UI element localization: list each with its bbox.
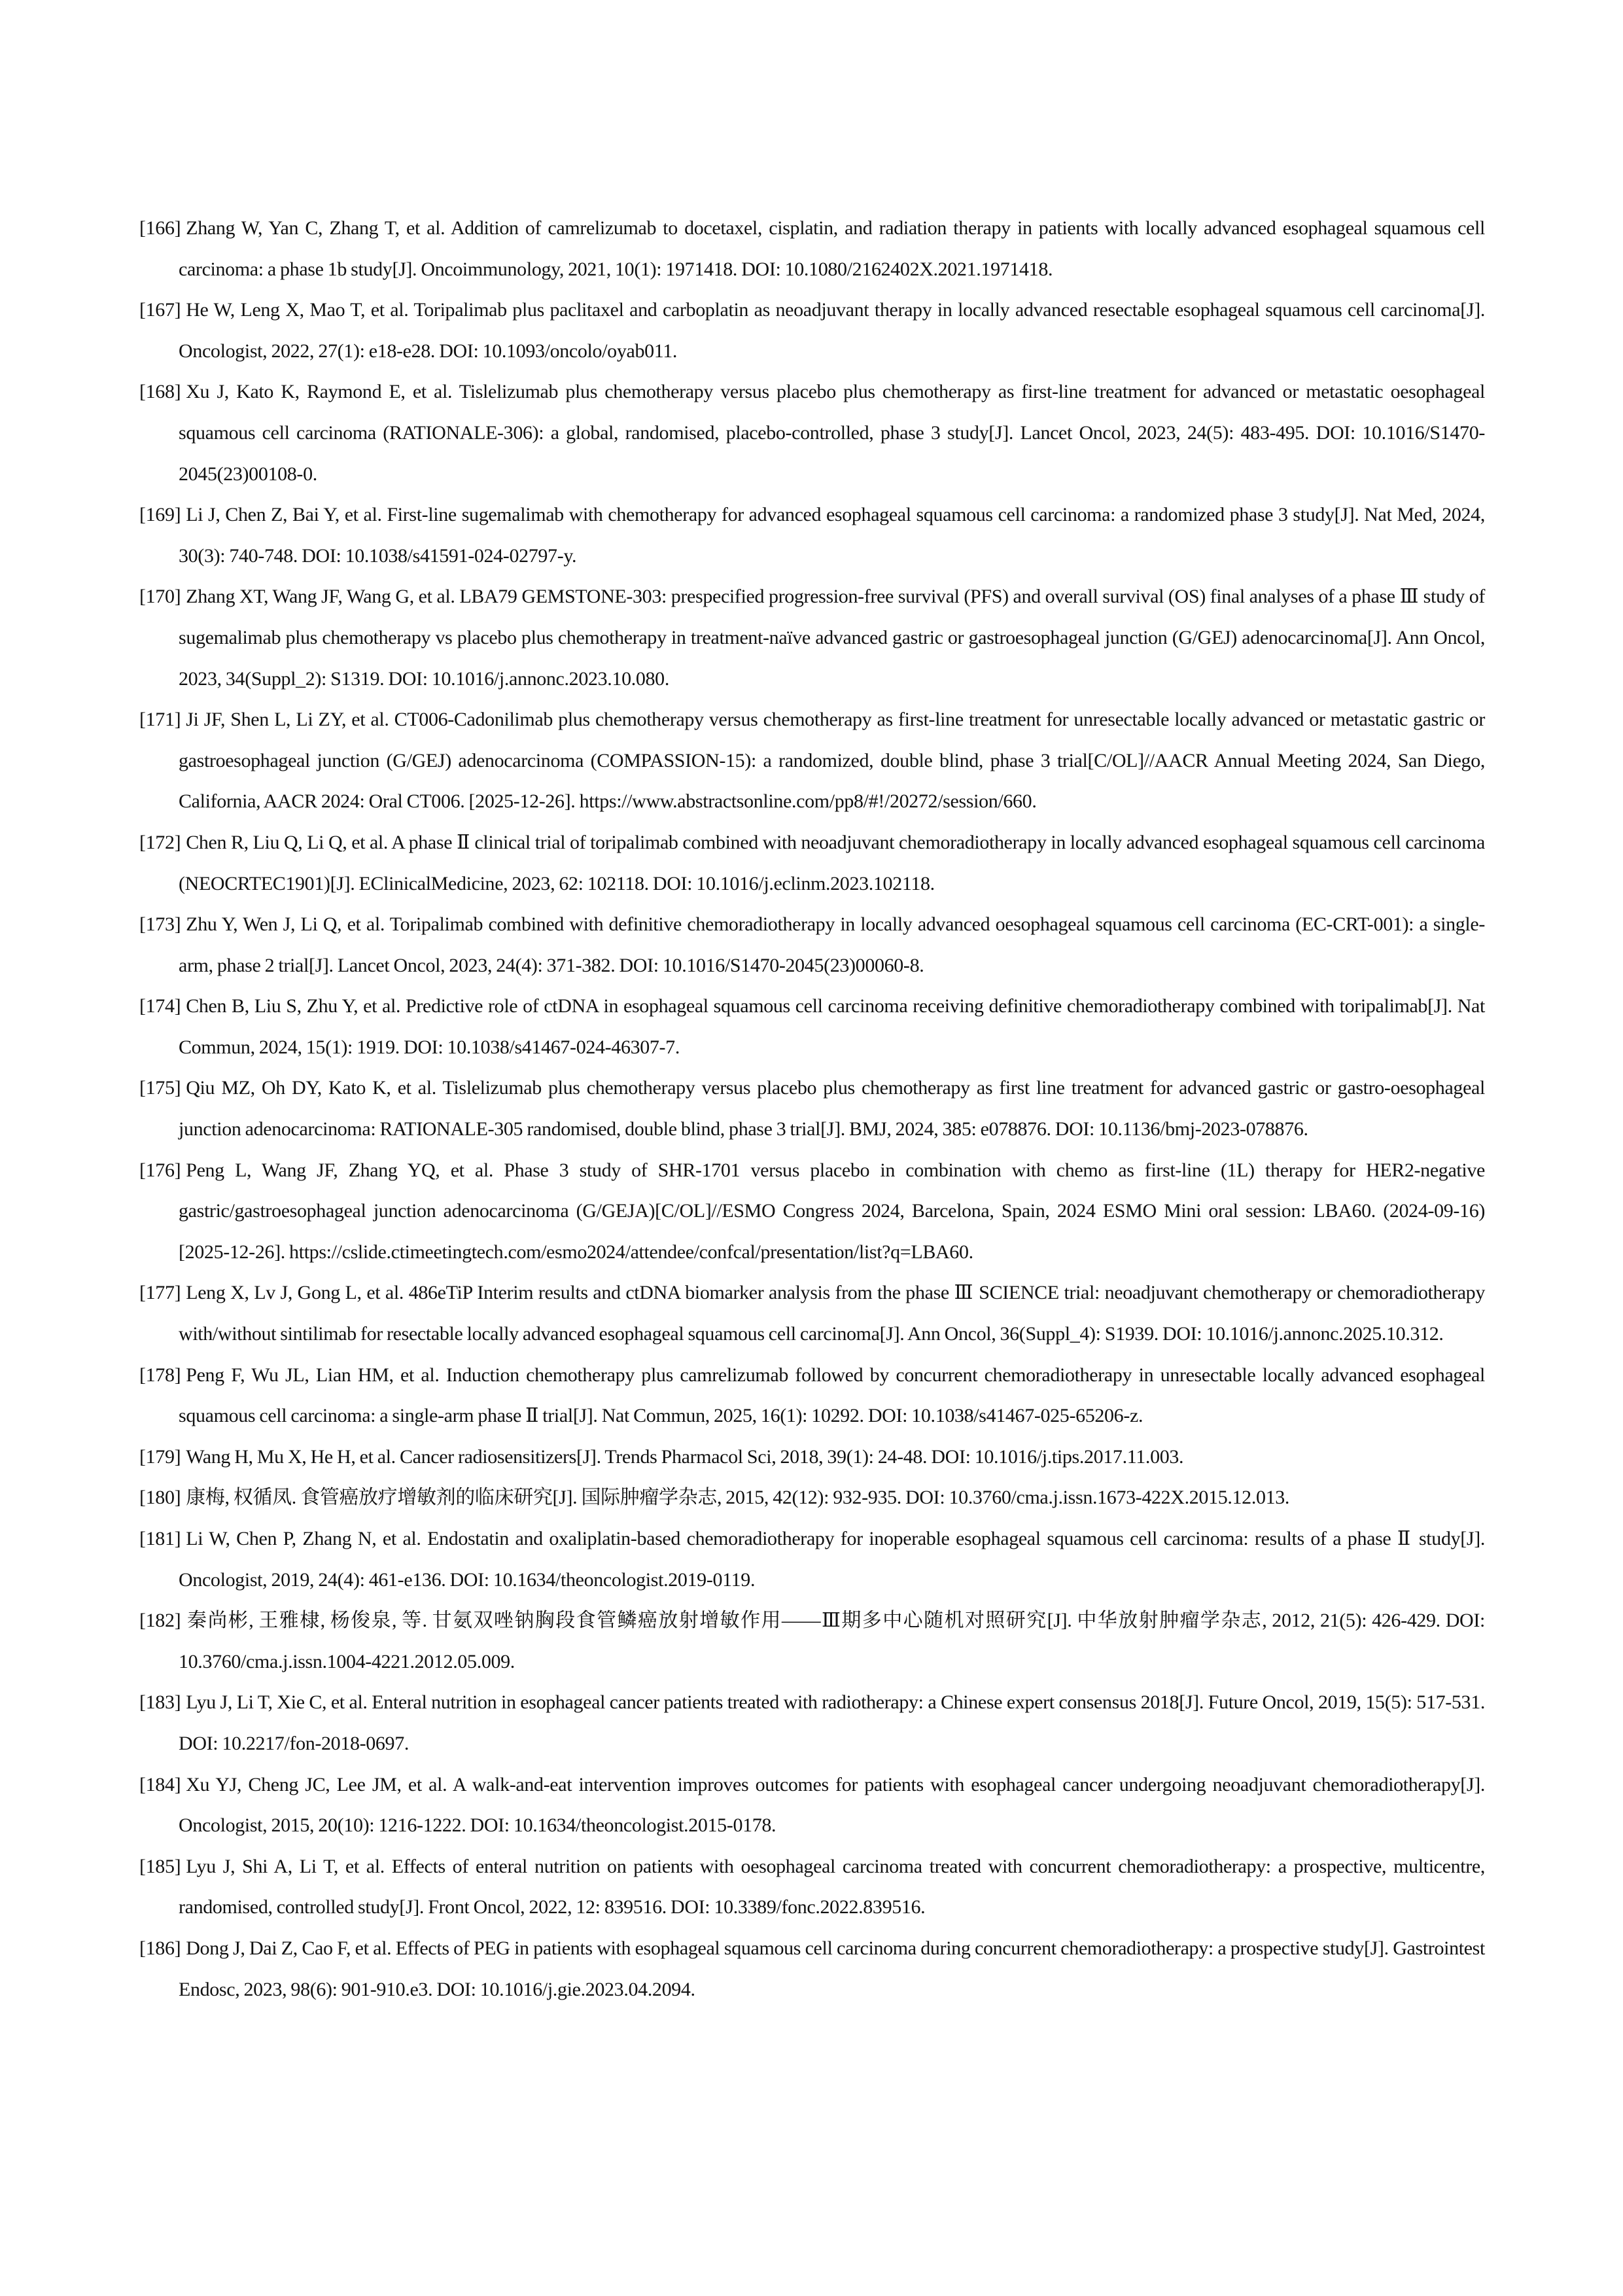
- reference-text: Zhu Y, Wen J, Li Q, et al. Toripalimab combined with definitive chemoradiotherapy in locally advanced oesophageal squamous cell carcinoma (EC-CRT-001): a single-arm, phase 2 trial[J]. Lancet Oncol, 2023, 24(4): 371-382. DOI: 10.1016/S1470-2045(23)00060-8.: [179, 913, 1485, 976]
- reference-entry: [139, 372, 1485, 495]
- reference-number: [181]: [139, 1528, 181, 1549]
- reference-entry: [139, 1928, 1485, 2010]
- reference-entry: [139, 1355, 1485, 1437]
- reference-number: [180]: [139, 1487, 181, 1509]
- reference-number: [183]: [139, 1691, 181, 1714]
- reference-text: Li W, Chen P, Zhang N, et al. Endostatin and oxaliplatin-based chemoradiotherapy for inoperable esophageal squamous cell carcinoma: results of a phase Ⅱ study[J]. Oncologist, 2019, 24(4): 461-e136. DOI: 10.1634/theoncologist.2019-0119.: [179, 1528, 1485, 1591]
- reference-number: [172]: [139, 831, 181, 853]
- reference-entry: [139, 699, 1485, 822]
- reference-text: Xu J, Kato K, Raymond E, et al. Tislelizumab plus chemotherapy versus placebo plus chemotherapy as first-line treatment for advanced or metastatic oesophageal squamous cell carcinoma (RATIONALE-306): a global, randomised, placebo-controlled, phase 3 study[J]. Lancet Oncol, 2023, 24(5): 483-495. DOI: 10.1016/S1470-2045(23)00108-0.: [179, 381, 1485, 485]
- reference-text: Peng L, Wang JF, Zhang YQ, et al. Phase 3 study of SHR-1701 versus placebo in combination with chemo as first-line (1L) therapy for HER2-negative gastric/gastroesophageal junction adenocarcinoma (G/GEJA)[C/OL]//ESMO Congress 2024, Barcelona, Spain, 2024 ESMO Mini oral session: LBA60. (2024-09-16)[2025-12-26]. https://cslide.ctimeetingtech.com/esmo2024/attendee/confcal/presentation/list?q=LBA60.: [179, 1159, 1485, 1263]
- reference-number: [166]: [139, 217, 181, 239]
- reference-entry: [139, 1273, 1485, 1354]
- reference-number: [179]: [139, 1445, 181, 1468]
- reference-entry: [139, 904, 1485, 986]
- reference-text: Qiu MZ, Oh DY, Kato K, et al. Tislelizumab plus chemotherapy versus placebo plus chemotherapy as first line treatment for advanced gastric or gastro-oesophageal junction adenocarcinoma: RATIONALE-305 randomised, double blind, phase 3 trial[J]. BMJ, 2024, 385: e078876. DOI: 10.1136/bmj-2023-078876.: [179, 1077, 1485, 1140]
- reference-entry: [139, 1682, 1485, 1764]
- reference-number: [171]: [139, 709, 181, 731]
- reference-number: [177]: [139, 1282, 181, 1304]
- reference-number: [169]: [139, 504, 181, 526]
- reference-entry: [139, 1519, 1485, 1600]
- reference-entry: [139, 822, 1485, 904]
- reference-number: [182]: [139, 1610, 181, 1632]
- reference-entry: [139, 1846, 1485, 1928]
- reference-text: 秦尚彬, 王雅棣, 杨俊泉, 等. 甘氨双唑钠胸段食管鳞癌放射增敏作用——Ⅲ期多中心随机对照研究[J]. 中华放射肿瘤学杂志, 2012, 21(5): 426-429. DOI: 10.3760/cma.j.issn.1004-4221.2012.05.009.: [179, 1610, 1485, 1672]
- reference-entry: [139, 986, 1485, 1068]
- reference-number: [174]: [139, 995, 181, 1017]
- reference-number: [176]: [139, 1159, 181, 1181]
- reference-entry: [139, 1600, 1485, 1682]
- reference-number: [175]: [139, 1077, 181, 1099]
- reference-number: [186]: [139, 1937, 181, 1959]
- reference-text: Ji JF, Shen L, Li ZY, et al. CT006-Cadonilimab plus chemotherapy versus chemotherapy as first-line treatment for unresectable locally advanced or metastatic gastric or gastroesophageal junction (G/GEJ) adenocarcinoma (COMPASSION-15): a randomized, double blind, phase 3 trial[C/OL]//AACR Annual Meeting 2024, San Diego, California, AACR 2024: Oral CT006. [2025-12-26]. https://www.abstractsonline.com/pp8/#!/20272/session/660.: [179, 709, 1485, 813]
- reference-text: Zhang W, Yan C, Zhang T, et al. Addition of camrelizumab to docetaxel, cisplatin, and radiation therapy in patients with locally advanced esophageal squamous cell carcinoma: a phase 1b study[J]. Oncoimmunology, 2021, 10(1): 1971418. DOI: 10.1080/2162402X.2021.1971418.: [179, 217, 1485, 280]
- reference-text: Zhang XT, Wang JF, Wang G, et al. LBA79 GEMSTONE-303: prespecified progression-free survival (PFS) and overall survival (OS) final analyses of a phase Ⅲ study of sugemalimab plus chemotherapy vs placebo plus chemotherapy in treatment-naïve advanced gastric or gastroesophageal junction (G/GEJ) adenocarcinoma[J]. Ann Oncol, 2023, 34(Suppl_2): S1319. DOI: 10.1016/j.annonc.2023.10.080.: [179, 586, 1485, 690]
- reference-list: [139, 208, 1485, 2010]
- reference-number: [184]: [139, 1773, 181, 1795]
- reference-entry: [139, 208, 1485, 290]
- reference-text: Lyu J, Li T, Xie C, et al. Enteral nutrition in esophageal cancer patients treated with radiotherapy: a Chinese expert consensus 2018[J]. Future Oncol, 2019, 15(5): 517-531. DOI: 10.2217/fon-2018-0697.: [179, 1691, 1485, 1754]
- reference-text: Li J, Chen Z, Bai Y, et al. First-line sugemalimab with chemotherapy for advanced esophageal squamous cell carcinoma: a randomized phase 3 study[J]. Nat Med, 2024, 30(3): 740-748. DOI: 10.1038/s41591-024-02797-y.: [179, 504, 1485, 567]
- reference-number: [185]: [139, 1855, 181, 1877]
- reference-entry: [139, 290, 1485, 372]
- reference-entry: [139, 1477, 1485, 1519]
- reference-number: [167]: [139, 299, 181, 321]
- reference-text: Xu YJ, Cheng JC, Lee JM, et al. A walk-and-eat intervention improves outcomes for patients with esophageal cancer undergoing neoadjuvant chemoradiotherapy[J]. Oncologist, 2015, 20(10): 1216-1222. DOI: 10.1634/theoncologist.2015-0178.: [179, 1773, 1485, 1837]
- reference-number: [170]: [139, 586, 181, 608]
- reference-text: Dong J, Dai Z, Cao F, et al. Effects of PEG in patients with esophageal squamous cell carcinoma during concurrent chemoradiotherapy: a prospective study[J]. Gastrointest Endosc, 2023, 98(6): 901-910.e3. DOI: 10.1016/j.gie.2023.04.2094.: [179, 1937, 1485, 2000]
- reference-number: [178]: [139, 1364, 181, 1386]
- reference-text: 康梅, 权循凤. 食管癌放疗增敏剂的临床研究[J]. 国际肿瘤学杂志, 2015, 42(12): 932-935. DOI: 10.3760/cma.j.issn.1673-422X.2015.12.013.: [186, 1487, 1290, 1509]
- reference-entry: [139, 1437, 1485, 1478]
- reference-number: [173]: [139, 913, 181, 936]
- reference-text: Lyu J, Shi A, Li T, et al. Effects of enteral nutrition on patients with oesophageal carcinoma treated with concurrent chemoradiotherapy: a prospective, multicentre, randomised, controlled study[J]. Front Oncol, 2022, 12: 839516. DOI: 10.3389/fonc.2022.839516.: [179, 1855, 1485, 1918]
- reference-text: Wang H, Mu X, He H, et al. Cancer radiosensitizers[J]. Trends Pharmacol Sci, 2018, 39(1): 24-48. DOI: 10.1016/j.tips.2017.11.003.: [186, 1445, 1184, 1468]
- reference-entry: [139, 1765, 1485, 1846]
- reference-entry: [139, 576, 1485, 699]
- reference-entry: [139, 495, 1485, 576]
- reference-text: Peng F, Wu JL, Lian HM, et al. Induction chemotherapy plus camrelizumab followed by concurrent chemoradiotherapy in unresectable locally advanced esophageal squamous cell carcinoma: a single-arm phase Ⅱ trial[J]. Nat Commun, 2025, 16(1): 10292. DOI: 10.1038/s41467-025-65206-z.: [179, 1364, 1485, 1427]
- reference-text: Chen B, Liu S, Zhu Y, et al. Predictive role of ctDNA in esophageal squamous cell carcinoma receiving definitive chemoradiotherapy combined with toripalimab[J]. Nat Commun, 2024, 15(1): 1919. DOI: 10.1038/s41467-024-46307-7.: [179, 995, 1485, 1058]
- reference-entry: [139, 1150, 1485, 1273]
- reference-text: Leng X, Lv J, Gong L, et al. 486eTiP Interim results and ctDNA biomarker analysis from the phase Ⅲ SCIENCE trial: neoadjuvant chemotherapy or chemoradiotherapy with/without sintilimab for resectable locally advanced esophageal squamous cell carcinoma[J]. Ann Oncol, 36(Suppl_4): S1939. DOI: 10.1016/j.annonc.2025.10.312.: [179, 1282, 1485, 1345]
- reference-text: Chen R, Liu Q, Li Q, et al. A phase Ⅱ clinical trial of toripalimab combined with neoadjuvant chemoradiotherapy in locally advanced esophageal squamous cell carcinoma (NEOCRTEC1901)[J]. EClinicalMedicine, 2023, 62: 102118. DOI: 10.1016/j.eclinm.2023.102118.: [179, 831, 1485, 894]
- reference-entry: [139, 1068, 1485, 1150]
- reference-number: [168]: [139, 381, 181, 403]
- reference-text: He W, Leng X, Mao T, et al. Toripalimab plus paclitaxel and carboplatin as neoadjuvant therapy in locally advanced resectable esophageal squamous cell carcinoma[J]. Oncologist, 2022, 27(1): e18-e28. DOI: 10.1093/oncolo/oyab011.: [179, 299, 1485, 362]
